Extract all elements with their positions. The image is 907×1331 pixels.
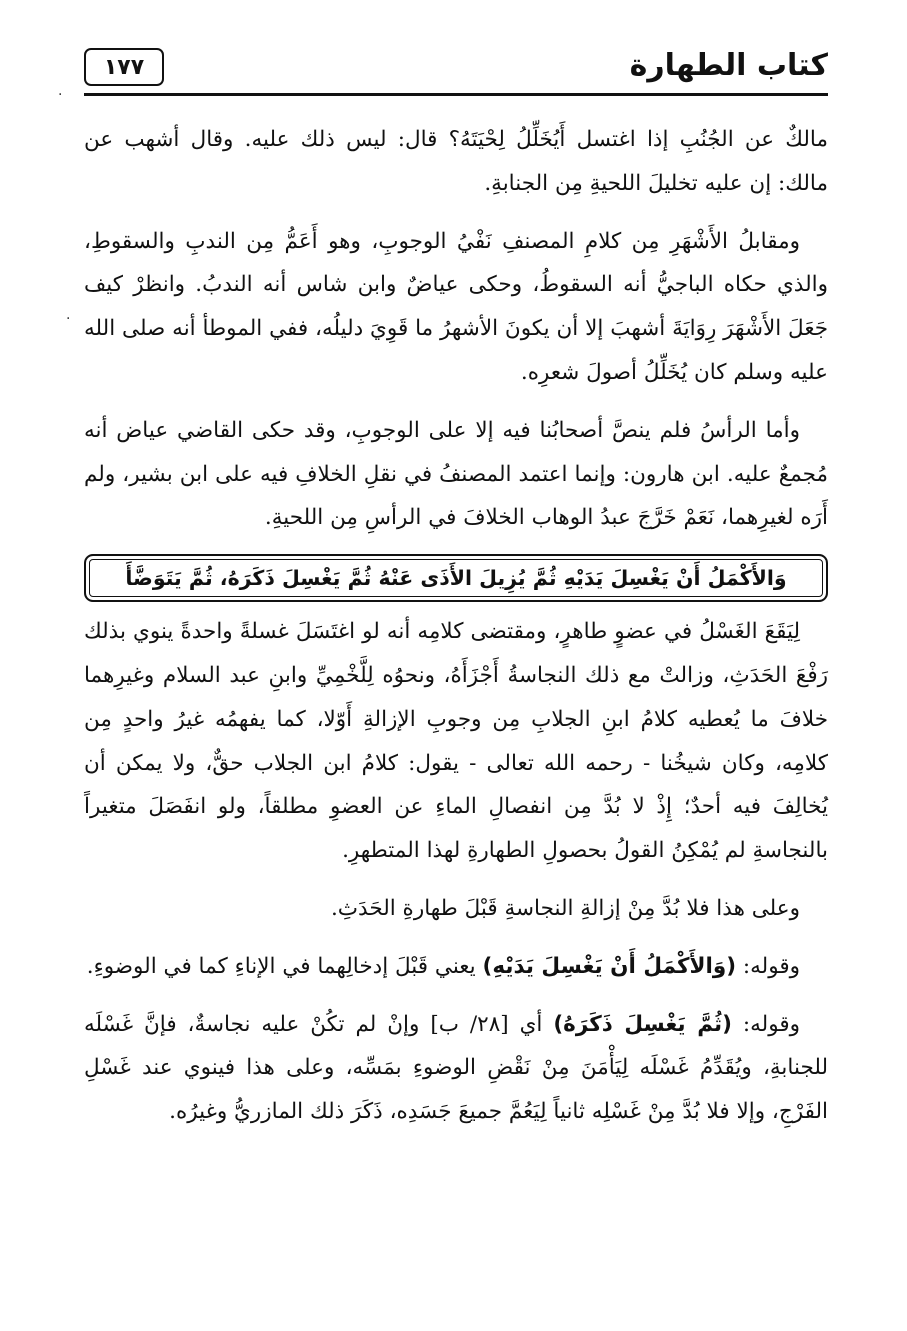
margin-dot: · [58,87,63,103]
paragraph-5: وعلى هذا فلا بُدَّ مِنْ إزالةِ النجاسةِ قَبْلَ طهارةِ الحَدَثِ. [330,895,800,921]
page-header [84,44,828,96]
paragraph-7-lead: وقوله: [731,1011,800,1037]
page-number: ١٧٧ [103,54,145,80]
paragraph-6-lead: وقوله: [736,953,800,979]
paragraph-7-rest: أي [٢٨/ ب] وإنْ لم تكُنْ عليه نجاسةٌ، فإنَّ غَسْلَه للجنابةِ، ويُقَدِّمُ غَسْلَه لِيَأْمَنَ مِنْ نَقْضِ الوضوءِ بمَسِّه، وعلى هذا فينوي عند غَسْلِ الفَرْجِ، وإلا فلا بُدَّ مِنْ غَسْلِه ثانياً لِيَعُمَّ جميعَ جَسَدِه، ذَكَرَ ذلك المازريُّ وغيرُه. [84,1011,828,1125]
paragraph-7 [84,1003,828,1134]
running-title: كتاب الطهارة [629,48,828,83]
header-rule [84,93,828,96]
margin-dot: · [66,311,71,327]
matn-box [84,554,828,602]
page-number-box [84,48,164,86]
paragraph-1: مالكٌ عن الجُنُبِ إذا اغتسل أَيُخَلِّلُ لِحْيَتَهُ؟ قال: ليس ذلك عليه. وقال أشهب عن مالك: إن عليه تخليلَ اللحيةِ مِن الجنابةِ. [84,127,828,196]
paragraph-2: ومقابلُ الأَشْهَرِ مِن كلامِ المصنفِ نَفْيُ الوجوبِ، وهو أَعَمُّ مِن الندبِ والسقوطِ، والذي حكاه الباجيُّ أنه السقوطُ، وحكى عياضٌ وابن شاس أنه الندبُ. وانظرْ كيف جَعَلَ الأَشْهَرَ رِوَايَةَ أشهبَ إلا أن يكونَ الأشهرُ ما قَوِيَ دليلُه، ففي الموطأ أنه صلى الله عليه وسلم كان يُخَلِّلُ أصولَ شعرِه. [84,228,828,385]
paragraph-3: وأما الرأسُ فلم ينصَّ أصحابُنا فيه إلا على الوجوبِ، وقد حكى القاضي عياض أنه مُجمعٌ عليه. ابن هارون: وإنما اعتمد المصنفُ في نقلِ الخلافِ فيه على ابن بشير، ولم أَرَه لغيرِهما، نَعَمْ خَرَّجَ عبدُ الوهاب الخلافَ في الرأسِ مِن اللحيةِ. [84,417,828,531]
paragraph-6 [84,945,828,989]
paragraph-4: لِيَقَعَ الغَسْلُ في عضوٍ طاهرٍ، ومقتضى كلامِه أنه لو اغتَسَلَ غسلةً واحدةً ينوي بذلك رَفْعَ الحَدَثِ، وزالتْ مع ذلك النجاسةُ أَجْزَأَهُ، ونحوُه لِلَّخْمِيِّ وابنِ عبد السلام وغيرِهما خلافَ ما يُعطيه كلامُ ابنِ الجلابِ مِن وجوبِ الإزالةِ أَوّلا، كما يفهمُه غيرُ واحدٍ مِن كلامِه، وكان شيخُنا - رحمه الله تعالى - يقول: كلامُ ابن الجلاب حقٌّ، ولا يمكن أن يُخالِفَ فيه أحدٌ؛ إِذْ لا بُدَّ مِن انفصالِ الماءِ عن العضوِ مطلقاً، ولو انفَصَلَ متغيراً بالنجاسةِ لم يُمْكِنُ القولُ بحصولِ الطهارةِ لهذا المتطهرِ. [84,619,828,864]
paragraph-6-matn-quote: (وَالأَكْمَلُ أَنْ يَغْسِلَ يَدَيْهِ) [482,953,737,979]
matn-text: وَالأَكْمَلُ أَنْ يَغْسِلَ يَدَيْهِ ثُمَّ يُزِيلَ الأَذَى عَنْهُ ثُمَّ يَغْسِلَ ذَكَرَهُ، ثُمَّ يَتَوَضَّأَ [125,566,787,591]
paragraph-6-rest: يعني قَبْلَ إدخالِهما في الإناءِ كما في الوضوءِ. [86,953,483,979]
paragraph-7-matn-quote: (ثُمَّ يَغْسِلَ ذَكَرَهُ) [553,1011,732,1037]
page-body [84,118,828,1148]
